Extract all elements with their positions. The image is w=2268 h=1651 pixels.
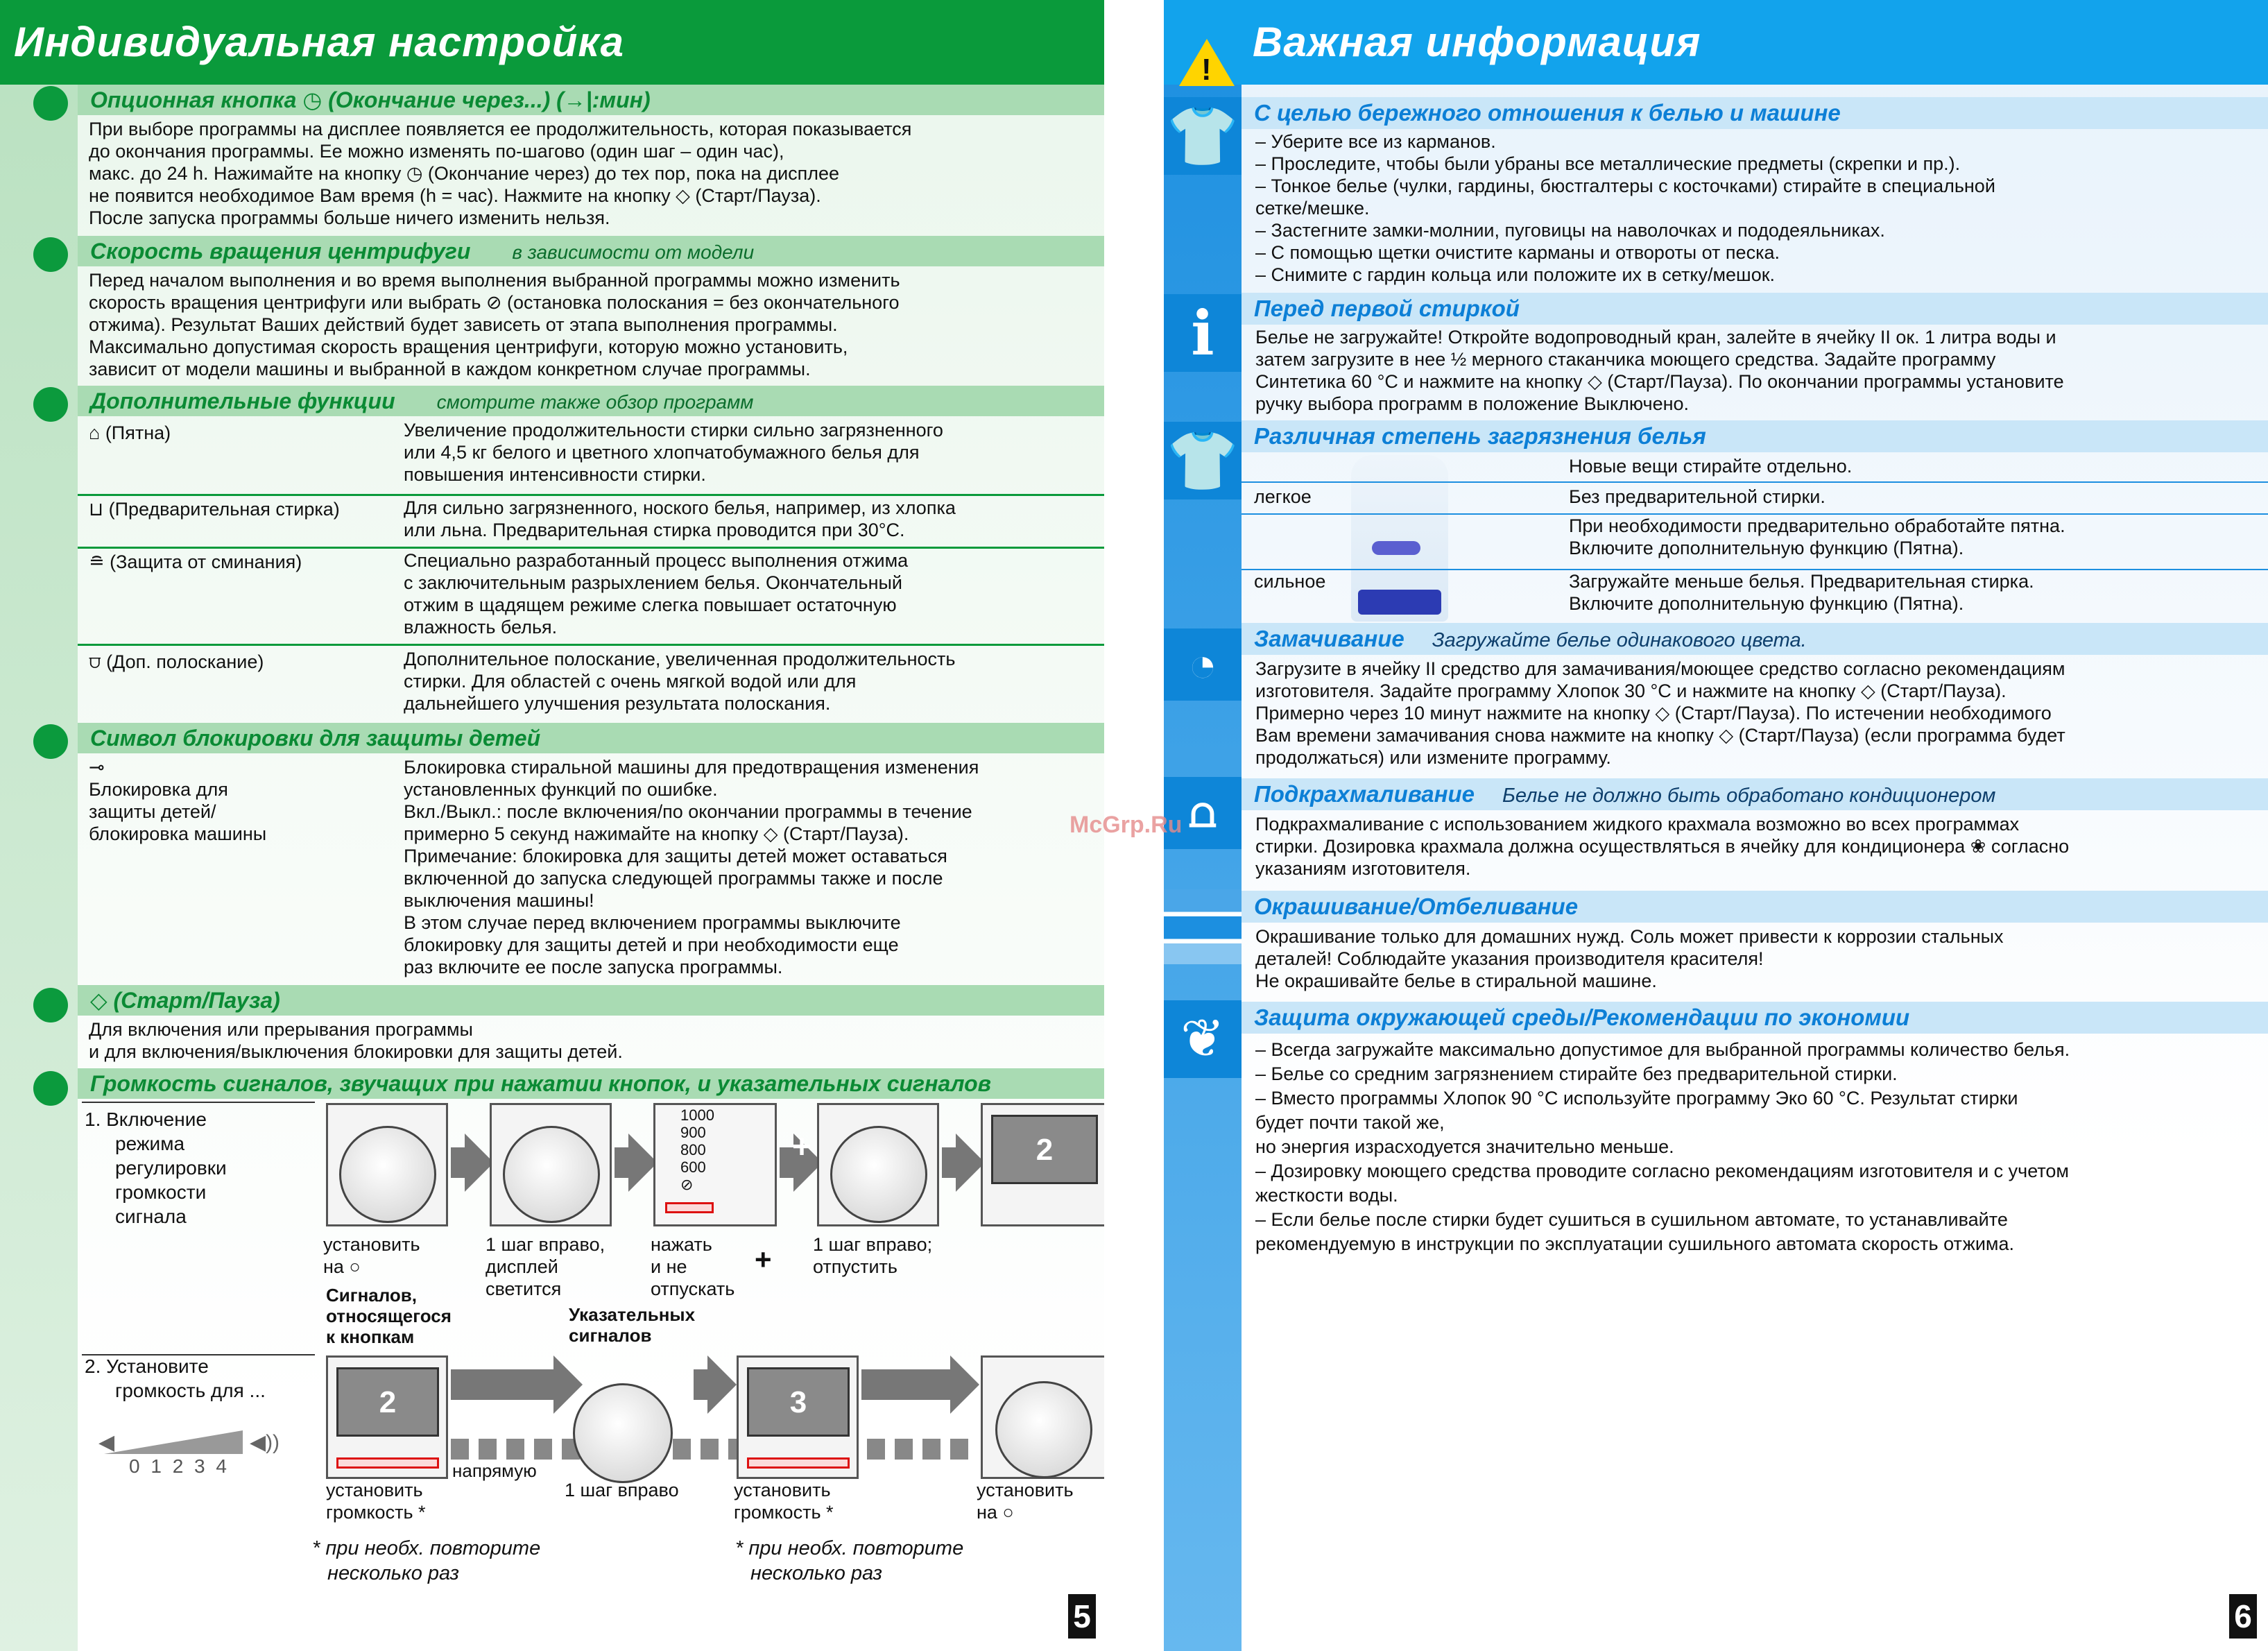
volume-button — [336, 1457, 439, 1469]
soil-row-text: Загружайте меньше белья. Предварительная стирка. Включите дополнительную функцию (Пятна). — [1569, 571, 2034, 614]
soil-level-heavy: сильное — [1254, 571, 1326, 592]
soil-row-text: Новые вещи стирайте отдельно. — [1569, 456, 1853, 477]
direct-label: напрямую — [452, 1460, 537, 1481]
program-knob — [995, 1381, 1092, 1478]
arrow-icon — [451, 1147, 466, 1178]
row-divider — [1242, 481, 2268, 483]
row-divider — [78, 494, 1104, 496]
prewash-icon: ⊔ — [89, 499, 109, 520]
section-bullet — [33, 724, 68, 759]
knob-panel — [490, 1103, 612, 1226]
section-text-soak: Загрузите в ячейку II средство для замачивания/моющее средство согласно рекомендациям изготовителя. Задайте программу Хлопок 30 °С и нажмите на кнопку ◇ (Старт/Пауза). Примерно через 10 минут нажмите на кнопку ◇ (Старт/Пауза). По истечении необходимого Вам времени замачивания снова нажмите на кнопку ◇ (Старт/Пауза) (если программа будет продолжаться) или измените программу. — [1255, 658, 2065, 768]
plus-icon: + — [755, 1243, 772, 1276]
spin-speed-list: 1000 900 800 600 ⊘ — [680, 1106, 714, 1193]
program-knob — [573, 1383, 673, 1483]
display-screen: 2 — [991, 1115, 1098, 1184]
program-knob — [339, 1126, 436, 1223]
rinse-icon: ⩌ — [89, 651, 107, 672]
extra-row-text: Специально разработанный процесс выполнения отжима с заключительным разрыхлением белья. Окончательный отжим в щадящем режиме слегка повышает остаточную влажность белья. — [404, 550, 909, 638]
section-text-eco: – Всегда загружайте максимально допустимое для выбранной программы количество белья. – Белье со средним загрязнением стирайте без предварительной стирки. – Вместо программы Хлопок 90 °С используйте программу Эко 60 °С. Результат стирки будет почти такой же, но энергия израсходуется значительно меньше. – Дозировку моющего средства проводите согласно рекомендациям изготовителя и с учетом жесткости воды. – Если белье после стирки будет сушиться в сушильном автомате, то устанавливайте рекомендуемую в инструкции по эксплуатации сушильного автомата скорость отжима. — [1255, 1039, 2070, 1254]
page-number: 6 — [2229, 1594, 2257, 1639]
shirt-icon: 👕 — [1164, 97, 1242, 175]
arrow-icon — [942, 1147, 957, 1178]
knob-panel — [326, 1103, 448, 1226]
section-title-dye: Окрашивание/Отбеливание — [1242, 891, 2268, 923]
section-title-start-pause: ◇ (Старт/Пауза) — [78, 985, 1104, 1016]
group-key-signals: Сигналов, относящегося к кнопкам — [326, 1285, 452, 1347]
watermark-text: McGrp.Ru — [1069, 812, 1183, 838]
speaker-low-icon: ◀ — [98, 1431, 115, 1454]
soil-level-light: легкое — [1254, 486, 1312, 507]
key-icon: ⊸ — [89, 757, 105, 778]
display-screen: 3 — [747, 1367, 850, 1437]
extra-row-label: ⌂ (Пятна) — [89, 422, 171, 443]
soil-row-text: При необходимости предварительно обработайте пятна. Включите дополнительную функцию (Пятна). — [1569, 515, 2065, 558]
child-lock-label: ⊸ Блокировка для защиты детей/ блокировка машины — [89, 757, 267, 844]
knob-panel — [817, 1103, 939, 1226]
step1-label: 1. Включение режима регулировки громкости сигнала — [85, 1109, 227, 1227]
step1-caption: нажать и не отпускать — [651, 1234, 735, 1299]
section-bullet — [33, 387, 68, 422]
display-panel — [326, 1355, 448, 1479]
section-text-starch: Подкрахмаливание с использованием жидкого крахмала возможно во всех программах стирки. Дозировка крахмала должна осуществляться в ячейку для кондиционера ❀ согласно указаниям изготовителя. — [1255, 814, 2070, 879]
stain-mark — [1372, 541, 1420, 555]
repeat-note: * при необх. повторите несколько раз — [312, 1537, 541, 1584]
extra-row-text: Дополнительное полоскание, увеличенная продолжительность стирки. Для областей с очень мягкой водой или для дальнейшего улучшения результата полоскания. — [404, 649, 956, 714]
spin-button — [665, 1202, 714, 1213]
section-title-soak: Замачивание Загружайте белье одинакового цвета. — [1242, 623, 2268, 655]
row-divider — [78, 547, 1104, 549]
section-bullet — [33, 237, 68, 272]
soil-row-text: Без предварительной стирки. — [1569, 486, 1825, 507]
volume-ramp-icon — [104, 1430, 243, 1454]
section-title-soil-level: Различная степень загрязнения белья — [1242, 420, 2268, 452]
step1-caption: 1 шаг вправо, дисплей светится — [486, 1234, 605, 1299]
extra-row-text: Увеличение продолжительности стирки сильно загрязненного или 4,5 кг белого и цветного хлопчатобумажного белья для повышения интенсивности стирки. — [404, 420, 943, 485]
extra-row-label: ≘ (Защита от сминания) — [89, 551, 302, 572]
plus-icon: + — [792, 1129, 812, 1165]
page-number: 5 — [1068, 1594, 1096, 1639]
section-title-care: С целью бережного отношения к белью и машине — [1242, 97, 2268, 129]
section-title-delay: Опционная кнопка ◷ (Окончание через...) (→|:мин) — [78, 85, 1104, 115]
arrow-icon — [861, 1369, 952, 1400]
right-page — [1164, 0, 2268, 1651]
spin-panel — [653, 1103, 777, 1226]
section-title-starch: Подкрахмаливание Белье не должно быть обработано кондиционером — [1242, 778, 2268, 810]
program-knob — [503, 1126, 600, 1223]
child-lock-text: Блокировка стиральной машины для предотвращения изменения установленных функций по ошибке. Вкл./Выкл.: после включения/по окончании программы в течение примерно 5 секунд нажимайте на кнопку ◇ (Старт/Пауза). Примечание: блокировка для защиты детей может оставаться включенной до запуска следующей программы также и после выключения машины! В этом случае перед включением программы выключите блокировку для защиты детей и при необходимости еще раз включите ее после запуска программы. — [404, 757, 979, 977]
section-text-first-wash: Белье не загружайте! Откройте водопроводный кран, залейте в ячейку II ок. 1 литра воды и затем загрузите в нее ½ мерного стаканчика моющего средства. Задайте программу Синтетика 60 °С и нажмите на кнопку ◇ (Старт/Пауза). По окончании программы установите ручку выбора программ в положение Выключено. — [1255, 327, 2064, 414]
info-icon: i — [1164, 294, 1242, 372]
section-title-child-lock: Символ блокировки для защиты детей — [78, 723, 1104, 753]
arrow-icon — [694, 1369, 709, 1400]
section-text-spin: Перед началом выполнения и во время выполнения выбранной программы можно изменить скорость вращения центрифуги или выбрать ⊘ (остановка полоскания = без окончательного отжима). Результат Ваших действий будет зависеть от этапа выполнения программы. Максимально допустимая скорость вращения центрифуги, которую можно установить, зависит от модели машины и выбранной в каждом конкретном случае программы. — [89, 270, 900, 379]
volume-scale: 0 1 2 3 4 — [129, 1455, 230, 1477]
step2-label: 2. Установите громкость для ... — [85, 1355, 266, 1401]
step1-caption: установить на ○ — [323, 1234, 420, 1277]
arrow-icon — [451, 1369, 555, 1400]
section-bullet — [33, 988, 68, 1023]
section-text-dye: Окрашивание только для домашних нужд. Соль может привести к коррозии стальных деталей! Соблюдайте указания производителя красителя! Не окрашивайте белье в стиральной машине. — [1255, 926, 2004, 991]
section-title-eco: Защита окружающей среды/Рекомендации по экономии — [1242, 1002, 2268, 1034]
step2-caption: установить на ○ — [977, 1480, 1074, 1523]
section-title-extra: Дополнительные функции смотрите также обзор программ — [78, 386, 1104, 416]
display-panel — [737, 1355, 859, 1479]
knob-panel — [981, 1355, 1104, 1479]
section-text-delay: При выборе программы на дисплее появляется ее продолжительность, которая показывается до окончания программы. Ее можно изменять по-шагово (один шаг – один час), макс. до 24 h. Нажимайте на кнопку ◷ (Окончание через) до тех пор, пока на дисплее не появится необходимое Вам время (h = час). Нажмите на кнопку ◇ (Старт/Пауза). После запуска программы больше ничего изменить нельзя. — [89, 119, 912, 228]
speaker-high-icon: ◀)) — [250, 1431, 280, 1454]
extra-row-label: ⩌ (Доп. полоскание) — [89, 651, 264, 672]
extra-row-label: ⊔ (Предварительная стирка) — [89, 499, 340, 520]
group-info-signals: Указательных сигналов — [569, 1304, 696, 1346]
section-bullet — [33, 86, 68, 121]
step1-caption: 1 шаг вправо; отпустить — [813, 1234, 933, 1277]
step2-caption: установить громкость * — [326, 1480, 426, 1523]
step2-caption: установить громкость * — [734, 1480, 834, 1523]
knob-panel — [569, 1380, 691, 1485]
stained-shirt-icon: 👕 — [1164, 422, 1242, 499]
section-bullet — [33, 1071, 68, 1106]
stain-icon: ⌂ — [89, 422, 105, 443]
stain-mark — [1358, 590, 1441, 615]
right-page-title: Важная информация — [1164, 0, 2268, 85]
left-page-title: Индивидуальная настройка — [0, 0, 1104, 85]
arrow-icon — [615, 1147, 630, 1178]
volume-button — [747, 1457, 850, 1469]
soak-icon: ◔ — [1164, 628, 1242, 701]
section-text-care: – Уберите все из карманов. – Проследите, чтобы были убраны все металлические предметы (скрепки и пр.). – Тонкое белье (чулки, гардины, бюстгалтеры с косточками) стирайте в специальной сетке/мешке. – Застегните замки-молнии, пуговицы на наволочках и пододеяльниках. – С помощью щетки очистите карманы и отвороты от песка. – Снимите с гардин кольца или положите их в сетку/мешок. — [1255, 131, 1995, 285]
step-divider — [82, 1102, 315, 1103]
crease-guard-icon: ≘ — [89, 551, 110, 572]
leaf-icon: ❦ — [1164, 1000, 1242, 1078]
extra-row-text: Для сильно загрязненного, ноского белья, например, из хлопка или льна. Предварительная стирка проводится при 30°С. — [404, 497, 956, 540]
section-title-spin: Скорость вращения центрифуги в зависимости от модели — [78, 236, 1104, 266]
dye-icon — [1164, 889, 1242, 964]
starch-icon: ⩍ — [1164, 777, 1242, 849]
left-page — [0, 0, 1104, 1651]
exclamation-icon: ! — [1201, 53, 1212, 87]
display-screen: 2 — [336, 1367, 439, 1437]
row-divider — [78, 644, 1104, 646]
step2-caption: 1 шаг вправо — [565, 1480, 679, 1500]
section-title-first-wash: Перед первой стиркой — [1242, 293, 2268, 325]
section-title-volume: Громкость сигналов, звучащих при нажатии кнопок, и указательных сигналов — [78, 1068, 1104, 1099]
dashed-arrow — [451, 1439, 978, 1460]
display-panel — [981, 1103, 1104, 1226]
program-knob — [830, 1126, 927, 1223]
start-pause-text: Для включения или прерывания программы и для включения/выключения блокировки для защиты детей. — [89, 1019, 623, 1062]
repeat-note: * при необх. повторите несколько раз — [735, 1537, 964, 1584]
